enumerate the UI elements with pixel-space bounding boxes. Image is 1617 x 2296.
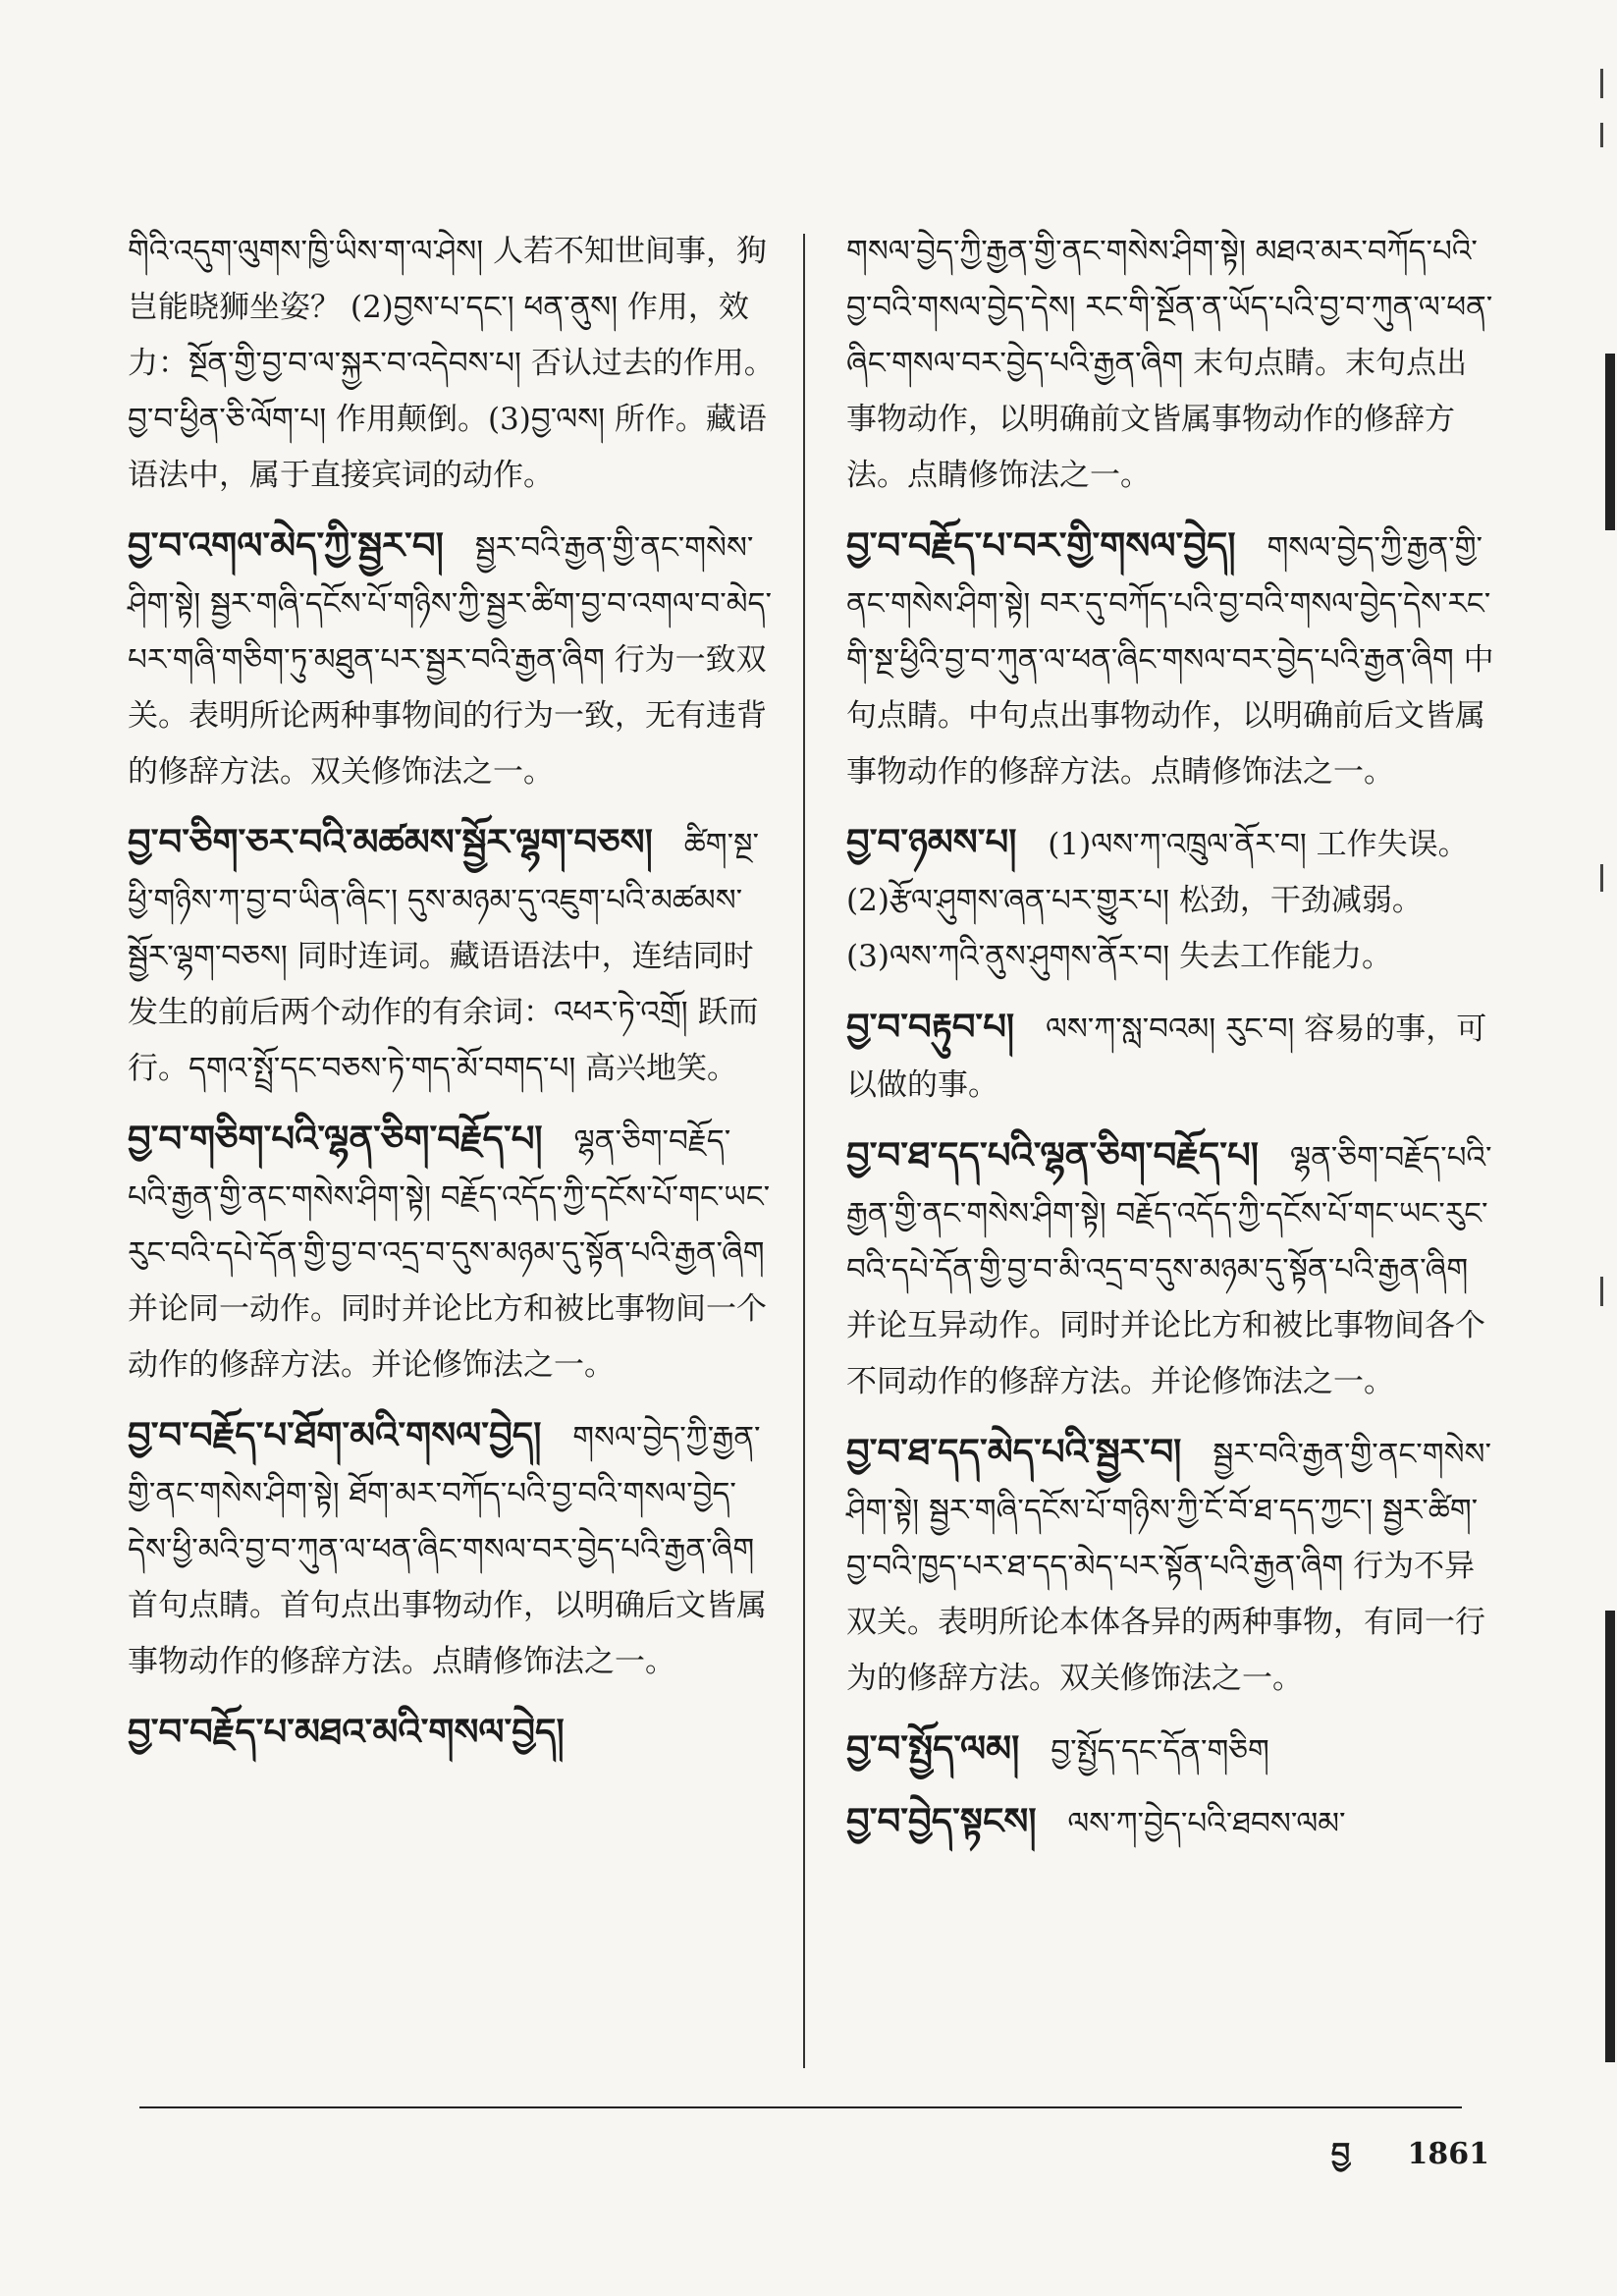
entry-text: ལས་ཀ་སླ་བའམ། རུང་བ། 容易的事，可以做的事。 (846, 1011, 1487, 1103)
entry-headword: བྱ་བ་བྱེད་སྟངས། (846, 1799, 1037, 1842)
entry-text: སྦྱར་བའི་རྒྱན་གྱི་ནང་གསེས་ཤིག་སྟེ། སྦྱར་གཞི་དངོས་པོ་གཉིས་ཀྱི་ངོ་བོ་ཐ་དད་ཀྱང་། སྦྱར་ཚིག་བྱ་བའི་ཁྱད་པར་ཐ་དད་མེད་པར་སྟོན་པའི་རྒྱན་ཞིག 行为不异双关。表明所论本体各异的两种事物，有同一行为的修辞方法。双关修饰法之一。 (846, 1437, 1491, 1696)
entry-text: (1)ལས་ཀ་འཁྲུལ་ནོར་བ། 工作失误。(2)རྩོལ་ཤུགས་ཞན་པར་གྱུར་པ། 松劲，干劲减弱。(3)ལས་ཀའི་ནུས་ཤུགས་ནོར་བ། 失去工作能力。 (846, 827, 1469, 974)
entry-text: བྱ་སྤྱོད་དང་དོན་གཅིག (1051, 1733, 1269, 1769)
entry-text: སྦྱར་བའི་རྒྱན་གྱི་ནང་གསེས་ཤིག་སྟེ། སྦྱར་གཞི་དངོས་པོ་གཉིས་ཀྱི་སྦྱར་ཚིག་བྱ་བ་འགལ་བ་མེད་པར་གཞི་གཅིག་ཏུ་མཐུན་པར་སྦྱར་བའི་རྒྱན་ཞིག 行为一致双关。表明所论两种事物间的行为一致，无有违背的修辞方法。双关修饰法之一。 (128, 530, 772, 790)
dictionary-entry (128, 1407, 776, 1690)
footer-letter: བྱ (1330, 2137, 1351, 2171)
entry-text: ལྷན་ཅིག་བརྗོད་པའི་རྒྱན་གྱི་ནང་གསེས་ཤིག་སྟེ། བརྗོད་འདོད་ཀྱི་དངོས་པོ་གང་ཡང་རུང་བའི་དཔེ་དོན་གྱི་བྱ་བ་འདྲ་བ་དུས་མཉམ་དུ་སྟོན་པའི་རྒྱན་ཞིག 并论同一动作。同时并论比方和被比事物间一个动作的修辞方法。并论修饰法之一。 (128, 1123, 771, 1383)
entry-headword: བྱ་བ་ཐ་དད་མེད་པའི་སྦྱར་བ། (846, 1430, 1182, 1473)
entry-headword: བྱ་བ་ཉམས་པ། (846, 820, 1017, 863)
dictionary-entry (846, 1793, 1494, 1852)
entry-text: གསལ་བྱེད་ཀྱི་རྒྱན་གྱི་ནང་གསེས་ཤིག་སྟེ། མཐའ་མར་བཀོད་པའི་བྱ་བའི་གསལ་བྱེད་དེས། རང་གི་སྔོན་ན་ཡོད་པའི་བྱ་བ་ཀུན་ལ་ཕན་ཞིང་གསལ་བར་བྱེད་པའི་རྒྱན་ཞིག 末句点睛。末句点出事物动作，以明确前文皆属事物动作的修辞方法。点睛修饰法之一。 (846, 234, 1493, 493)
scan-edge-mark (1605, 354, 1615, 530)
dictionary-entry (128, 1111, 776, 1394)
footer-rule (139, 2106, 1462, 2108)
dictionary-entry (846, 518, 1494, 800)
dictionary-entry (846, 1721, 1494, 1779)
entry-text: གསལ་བྱེད་ཀྱི་རྒྱན་གྱི་ནང་གསེས་ཤིག་སྟེ། ཐོག་མར་བཀོད་པའི་བྱ་བའི་གསལ་བྱེད་དེས་ཕྱི་མའི་བྱ་བ་ཀུན་ལ་ཕན་ཞིང་གསལ་བར་བྱེད་པའི་རྒྱན་ཞིག 首句点睛。首句点出事物动作，以明确后文皆属事物动作的修辞方法。点睛修饰法之一。 (128, 1420, 767, 1679)
dictionary-entry (128, 814, 776, 1097)
dictionary-entry (846, 1127, 1494, 1410)
scan-edge-mark (1600, 1277, 1603, 1306)
dictionary-entry (128, 224, 776, 504)
entry-text: གསལ་བྱེད་ཀྱི་རྒྱན་གྱི་ནང་གསེས་ཤིག་སྟེ། བར་དུ་བཀོད་པའི་བྱ་བའི་གསལ་བྱེད་དེས་རང་གི་སྔ་ཕྱིའི་བྱ་བ་ཀུན་ལ་ཕན་ཞིང་གསལ་བར་བྱེད་པའི་རྒྱན་ཞིག 中句点睛。中句点出事物动作，以明确前后文皆属事物动作的修辞方法。点睛修饰法之一。 (846, 530, 1494, 790)
left-column (128, 224, 776, 1777)
scan-edge-mark (1600, 123, 1603, 147)
entry-headword: བྱ་བ་གཅིག་པའི་ལྷན་ཅིག་བརྗོད་པ། (128, 1117, 543, 1160)
page-footer (1284, 2121, 1489, 2204)
scan-edge-mark (1600, 69, 1603, 98)
page-number: 1861 (1407, 2137, 1489, 2171)
dictionary-entry (846, 1424, 1494, 1707)
entry-text: ལས་ཀ་བྱེད་པའི་ཐབས་ལམ་ (1067, 1806, 1346, 1841)
entry-headword: བྱ་བ་བརྗོད་པ་མཐའ་མའི་གསལ་བྱེད། (128, 1710, 565, 1753)
right-column (846, 224, 1494, 1866)
scan-edge-mark (1600, 864, 1603, 892)
entry-headword: བྱ་བ་བརྗོད་པ་བར་གྱི་གསལ་བྱེད། (846, 523, 1236, 567)
entry-text: གིའི་འདུག་ལུགས་ཁྱི་ཡིས་ག་ལ་ཤེས། 人若不知世间事，狗岂能晓狮坐姿？ (2)བྱས་པ་དང་། ཕན་ནུས། 作用，效力：སྔོན་གྱི་བྱ་བ་ལ་སྐྱར་བ་འདེབས་པ། 否认过去的作用。བྱ་བ་ཕྱིན་ཅི་ལོག་པ། 作用颠倒。(3)བྱ་ལས། 所作。藏语语法中，属于直接宾词的动作。 (128, 234, 775, 493)
entry-headword: བྱ་བ་བརྗོད་པ་ཐོག་མའི་གསལ་བྱེད། (128, 1413, 542, 1456)
dictionary-entry (846, 814, 1494, 985)
dictionary-entry (128, 518, 776, 800)
entry-text: ལྷན་ཅིག་བརྗོད་པའི་རྒྱན་གྱི་ནང་གསེས་ཤིག་སྟེ། བརྗོད་འདོད་ཀྱི་དངོས་པོ་གང་ཡང་རུང་བའི་དཔེ་དོན་གྱི་བྱ་བ་མི་འདྲ་བ་དུས་མཉམ་དུ་སྟོན་པའི་རྒྱན་ཞིག 并论互异动作。同时并论比方和被比事物间各个不同动作的修辞方法。并论修饰法之一。 (846, 1140, 1492, 1399)
entry-headword: བྱ་བ་བརྟུབ་པ། (846, 1005, 1015, 1048)
entry-headword: བྱ་བ་སྤྱོད་ལམ། (846, 1726, 1020, 1770)
dictionary-entry (846, 224, 1494, 504)
dictionary-entry (128, 1704, 776, 1763)
dictionary-entry (846, 999, 1494, 1114)
entry-headword: བྱ་བ་ཅིག་ཅར་བའི་མཚམས་སྦྱོར་ལྷག་བཅས། (128, 820, 653, 863)
entry-headword: བྱ་བ་འགལ་མེད་ཀྱི་སྦྱར་བ། (128, 523, 444, 567)
scan-edge-mark (1605, 1611, 1615, 2062)
entry-headword: བྱ་བ་ཐ་དད་པའི་ལྷན་ཅིག་བརྗོད་པ། (846, 1133, 1259, 1176)
entry-text: ཚིག་སྔ་ཕྱི་གཉིས་ཀ་བྱ་བ་ཡིན་ཞིང་། དུས་མཉམ་དུ་འཇུག་པའི་མཚམས་སྦྱོར་ལྷག་བཅས། 同时连词。藏语语法中，连结同时发生的前后两个动作的有余词：འཕར་ཏེ་འགྲོ། 跃而行。དགའ་སྤྲོ་དང་བཅས་ཏེ་གད་མོ་བགད་པ། 高兴地笑。 (128, 827, 759, 1086)
column-divider (803, 234, 805, 2068)
